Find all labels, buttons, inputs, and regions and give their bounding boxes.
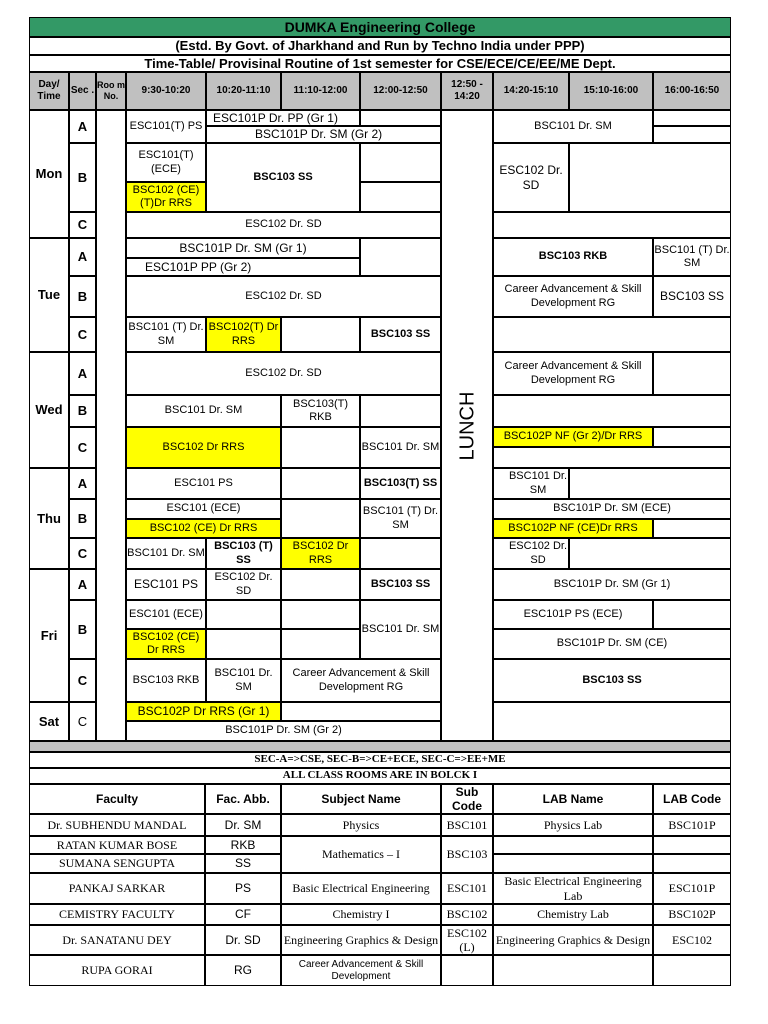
wed-sec-b: B xyxy=(69,395,96,427)
fri-c-bsc103: BSC103 RKB xyxy=(126,659,206,702)
tue-c-empty xyxy=(281,317,360,352)
fri-b-esc101p: ESC101P PS (ECE) xyxy=(493,600,653,629)
thu-b-bsc102p: BSC102P NF (CE)Dr RRS xyxy=(493,519,653,538)
fac-lab-empty xyxy=(493,854,653,873)
fri-b-bsc102: BSC102 (CE) Dr RRS xyxy=(126,629,206,659)
fac-abb: CF xyxy=(205,904,281,925)
fri-b-empty-1 xyxy=(206,600,281,629)
fac-name: PANKAJ SARKAR xyxy=(29,873,205,904)
wed-b-empty xyxy=(360,395,441,427)
fac-head-code: Sub Code xyxy=(441,784,493,814)
wed-sec-a: A xyxy=(69,352,96,395)
thu-c-empty-aft xyxy=(569,538,731,569)
col-lunch-time: 12:50 - 14:20 xyxy=(441,72,493,110)
routine-title: Time-Table/ Provisinal Routine of 1st semester for CSE/ECE/CE/EE/ME Dept. xyxy=(29,55,731,72)
tue-sec-c: C xyxy=(69,317,96,352)
mon-a-last-1 xyxy=(653,110,731,126)
college-title: DUMKA Engineering College xyxy=(29,17,731,37)
fac-name: RUPA GORAI xyxy=(29,955,205,986)
fri-b-bsc101: BSC101 Dr. SM xyxy=(360,600,441,659)
fri-a-bsc103: BSC103 SS xyxy=(360,569,441,600)
fri-sec-b: B xyxy=(69,600,96,659)
fac-subject: Basic Electrical Engineering xyxy=(281,873,441,904)
day-sat: Sat xyxy=(29,702,69,741)
fri-a-esc102: ESC102 Dr. SD xyxy=(206,569,281,600)
col-time-3: 11:10-12:00 xyxy=(281,72,360,110)
fac-abb: SS xyxy=(205,854,281,873)
thu-sec-b: B xyxy=(69,499,96,538)
fri-sec-c: C xyxy=(69,659,96,702)
fac-labcode-empty xyxy=(653,836,731,854)
day-wed: Wed xyxy=(29,352,69,468)
fac-abb: PS xyxy=(205,873,281,904)
fri-c-bsc101: BSC101 Dr. SM xyxy=(206,659,281,702)
fri-b-bsc101p-ce: BSC101P Dr. SM (CE) xyxy=(493,629,731,659)
fri-b-empty-3 xyxy=(281,600,360,629)
fri-b-empty-2 xyxy=(206,629,281,659)
fac-name: Dr. SANATANU DEY xyxy=(29,925,205,955)
wed-a-empty xyxy=(653,352,731,395)
thu-c-esc102: ESC102 Dr. SD xyxy=(493,538,569,569)
thu-a-esc101: ESC101 PS xyxy=(126,468,281,499)
thu-sec-c: C xyxy=(69,538,96,569)
fac-labcode: BSC101P xyxy=(653,814,731,836)
fac-code: BSC103 xyxy=(441,836,493,873)
fri-c-career: Career Advancement & Skill Development RG xyxy=(281,659,441,702)
sat-sec-c: C xyxy=(69,702,96,741)
tue-a-bsc101: BSC101 (T) Dr. SM xyxy=(653,238,731,276)
mon-sec-b: B xyxy=(69,143,96,212)
wed-a-career: Career Advancement & Skill Development RG xyxy=(493,352,653,395)
sat-empty-1 xyxy=(281,702,441,721)
day-fri: Fri xyxy=(29,569,69,702)
mon-sec-c: C xyxy=(69,212,96,238)
thu-c-bsc101: BSC101 Dr. SM xyxy=(126,538,206,569)
fri-b-empty-4 xyxy=(281,629,360,659)
sat-empty-aft xyxy=(493,702,731,741)
mon-b-empty-aft xyxy=(569,143,731,212)
tue-a-lab-gr2: ESC101P PP (Gr 2) xyxy=(126,258,360,276)
fac-name: RATAN KUMAR BOSE xyxy=(29,836,205,854)
fac-subject: Mathematics – I xyxy=(281,836,441,873)
college-subtitle: (Estd. By Govt. of Jharkhand and Run by Techno India under PPP) xyxy=(29,37,731,55)
fac-subject: Career Advancement & Skill Development xyxy=(281,955,441,986)
col-time-6: 14:20-15:10 xyxy=(493,72,569,110)
tue-c-bsc103: BSC103 SS xyxy=(360,317,441,352)
fac-abb: Dr. SM xyxy=(205,814,281,836)
section-mapping: SEC-A=>CSE, SEC-B=>CE+ECE, SEC-C=>EE+ME xyxy=(29,752,731,768)
fac-labcode: BSC102P xyxy=(653,904,731,925)
thu-b-bsc101: BSC101 (T) Dr. SM xyxy=(360,499,441,538)
separator-band xyxy=(29,741,731,752)
fac-name: Dr. SUBHENDU MANDAL xyxy=(29,814,205,836)
thu-sec-a: A xyxy=(69,468,96,499)
fac-lab-empty xyxy=(493,836,653,854)
fri-a-empty xyxy=(281,569,360,600)
fac-lab-empty xyxy=(493,955,653,986)
rooms-note: ALL CLASS ROOMS ARE IN BOLCK I xyxy=(29,768,731,784)
day-mon: Mon xyxy=(29,110,69,238)
tue-a-empty xyxy=(360,238,441,276)
wed-c-empty-last xyxy=(653,427,731,447)
tue-c-bsc101: BSC101 (T) Dr. SM xyxy=(126,317,206,352)
mon-b-slot1: ESC101(T) (ECE) xyxy=(126,143,206,182)
col-time-8: 16:00-16:50 xyxy=(653,72,731,110)
thu-c-bsc103: BSC103 (T) SS xyxy=(206,538,281,569)
col-day-time: Day/ Time xyxy=(29,72,69,110)
mon-a-lab-gr2: BSC101P Dr. SM (Gr 2) xyxy=(206,126,441,143)
fac-labcode-empty xyxy=(653,955,731,986)
fac-abb: Dr. SD xyxy=(205,925,281,955)
tue-sec-b: B xyxy=(69,276,96,317)
fac-subject: Engineering Graphics & Design xyxy=(281,925,441,955)
fac-head-labcode: LAB Code xyxy=(653,784,731,814)
fac-abb: RKB xyxy=(205,836,281,854)
mon-c-empty xyxy=(493,212,731,238)
col-time-1: 9:30-10:20 xyxy=(126,72,206,110)
fac-code: BSC102 xyxy=(441,904,493,925)
wed-c-bsc102p: BSC102P NF (Gr 2)/Dr RRS xyxy=(493,427,653,447)
mon-a-afternoon: BSC101 Dr. SM xyxy=(493,110,653,143)
mon-a-slot1: ESC101(T) PS xyxy=(126,110,206,143)
sat-bsc101p: BSC101P Dr. SM (Gr 2) xyxy=(126,721,441,741)
wed-a-esc102: ESC102 Dr. SD xyxy=(126,352,441,395)
fac-labcode: ESC101P xyxy=(653,873,731,904)
fri-b-esc101: ESC101 (ECE) xyxy=(126,600,206,629)
wed-b-empty-aft xyxy=(493,395,731,427)
fac-lab: Basic Electrical Engineering Lab xyxy=(493,873,653,904)
tue-b-career: Career Advancement & Skill Development RG xyxy=(493,276,653,317)
day-thu: Thu xyxy=(29,468,69,569)
col-time-4: 12:00-12:50 xyxy=(360,72,441,110)
tue-a-lab-gr1: BSC101P Dr. SM (Gr 1) xyxy=(126,238,360,258)
lunch-label: LUNCH xyxy=(456,391,478,460)
thu-c-empty xyxy=(360,538,441,569)
thu-a-empty-aft xyxy=(569,468,731,499)
thu-b-bsc101p: BSC101P Dr. SM (ECE) xyxy=(493,499,731,519)
sat-bsc102p: BSC102P Dr RRS (Gr 1) xyxy=(126,702,281,721)
col-room: Roo m No. xyxy=(96,72,126,110)
tue-b-bsc103: BSC103 SS xyxy=(653,276,731,317)
thu-c-bsc102: BSC102 Dr RRS xyxy=(281,538,360,569)
fac-lab: Physics Lab xyxy=(493,814,653,836)
fac-code: BSC101 xyxy=(441,814,493,836)
fac-head-faculty: Faculty xyxy=(29,784,205,814)
tue-c-empty-aft xyxy=(493,317,731,352)
mon-b-empty-2 xyxy=(360,182,441,212)
fac-head-subject: Subject Name xyxy=(281,784,441,814)
fac-abb: RG xyxy=(205,955,281,986)
fri-c-bsc103-aft: BSC103 SS xyxy=(493,659,731,702)
col-time-7: 15:10-16:00 xyxy=(569,72,653,110)
mon-a-lab-gr1: ESC101P Dr. PP (Gr 1) xyxy=(206,110,360,126)
mon-b-afternoon: ESC102 Dr. SD xyxy=(493,143,569,212)
wed-c-empty xyxy=(281,427,360,468)
wed-b-bsc103: BSC103(T) RKB xyxy=(281,395,360,427)
thu-b-empty-last xyxy=(653,519,731,538)
col-sec: Sec . xyxy=(69,72,96,110)
tue-b-esc102: ESC102 Dr. SD xyxy=(126,276,441,317)
fac-code: ESC101 xyxy=(441,873,493,904)
fri-b-empty-last xyxy=(653,600,731,629)
thu-a-bsc101: BSC101 Dr. SM xyxy=(493,468,569,499)
fac-labcode-empty xyxy=(653,854,731,873)
wed-c-bsc101: BSC101 Dr. SM xyxy=(360,427,441,468)
thu-b-bsc102: BSC102 (CE) Dr RRS xyxy=(126,519,281,538)
mon-c-esc102: ESC102 Dr. SD xyxy=(126,212,441,238)
thu-a-bsc103: BSC103(T) SS xyxy=(360,468,441,499)
fri-a-bsc101p: BSC101P Dr. SM (Gr 1) xyxy=(493,569,731,600)
wed-sec-c: C xyxy=(69,427,96,468)
tue-c-bsc102: BSC102(T) Dr RRS xyxy=(206,317,281,352)
col-time-2: 10:20-11:10 xyxy=(206,72,281,110)
lunch-column xyxy=(441,110,493,741)
fri-sec-a: A xyxy=(69,569,96,600)
fac-code-empty xyxy=(441,955,493,986)
fac-name: SUMANA SENGUPTA xyxy=(29,854,205,873)
thu-a-empty xyxy=(281,468,360,499)
fac-subject: Chemistry I xyxy=(281,904,441,925)
mon-b-bsc102: BSC102 (CE) (T)Dr RRS xyxy=(126,182,206,212)
fac-labcode: ESC102 xyxy=(653,925,731,955)
wed-c-empty-aft xyxy=(493,447,731,468)
mon-a-last-2 xyxy=(653,126,731,143)
fri-a-esc101: ESC101 PS xyxy=(126,569,206,600)
mon-b-bsc103: BSC103 SS xyxy=(206,143,360,212)
day-tue: Tue xyxy=(29,238,69,352)
fac-lab: Engineering Graphics & Design xyxy=(493,925,653,955)
mon-b-empty-1 xyxy=(360,143,441,182)
fac-code: ESC102 (L) xyxy=(441,925,493,955)
fac-name: CEMISTRY FACULTY xyxy=(29,904,205,925)
tue-a-bsc103: BSC103 RKB xyxy=(493,238,653,276)
mon-sec-a: A xyxy=(69,110,96,143)
wed-b-bsc101: BSC101 Dr. SM xyxy=(126,395,281,427)
fac-head-lab: LAB Name xyxy=(493,784,653,814)
fac-subject: Physics xyxy=(281,814,441,836)
thu-b-empty xyxy=(281,499,360,538)
fac-head-abb: Fac. Abb. xyxy=(205,784,281,814)
fac-lab: Chemistry Lab xyxy=(493,904,653,925)
tue-sec-a: A xyxy=(69,238,96,276)
thu-b-esc101: ESC101 (ECE) xyxy=(126,499,281,519)
wed-c-bsc102: BSC102 Dr RRS xyxy=(126,427,281,468)
room-column xyxy=(96,110,126,741)
mon-a-empty xyxy=(360,110,441,126)
